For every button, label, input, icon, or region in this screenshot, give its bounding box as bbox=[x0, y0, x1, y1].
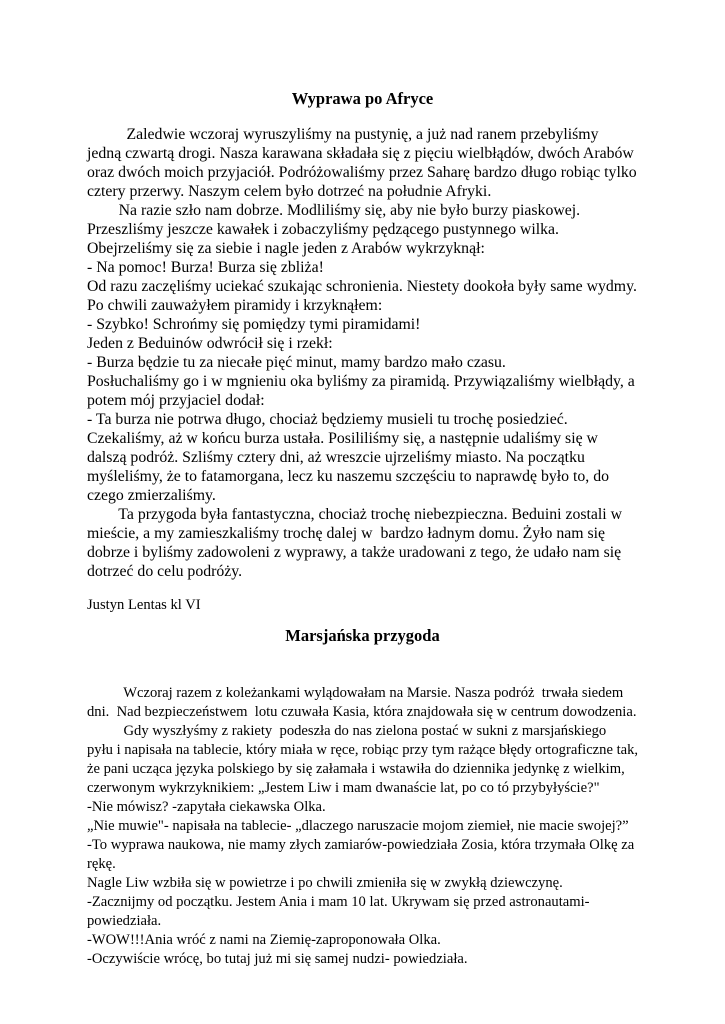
story1-line: oraz dwóch moich przyjaciół. Podróżowaliśmy przez Saharę bardzo długo robiąc tylko bbox=[87, 164, 637, 181]
story1-line: - Na pomoc! Burza! Burza się zbliża! bbox=[87, 259, 324, 276]
story1-line: jedną czwartą drogi. Nasza karawana składała się z pięciu wielbłądów, dwóch Arabów bbox=[87, 145, 634, 162]
story1-line: Ta przygoda była fantastyczna, chociaż trochę niebezpieczna. Beduini zostali w bbox=[87, 506, 623, 523]
story1-line: Obejrzeliśmy się za siebie i nagle jeden z Arabów wykrzyknął: bbox=[87, 240, 485, 257]
story1-line: czego zmierzaliśmy. bbox=[87, 487, 216, 504]
story1-line: Czekaliśmy, aż w końcu burza ustała. Posililiśmy się, a następnie udaliśmy się w bbox=[87, 430, 598, 447]
story1-line: dotrzeć do celu podróży. bbox=[87, 563, 243, 580]
story2-title: Marsjańska przygoda bbox=[285, 626, 440, 645]
story2-line: powiedziała. bbox=[87, 913, 162, 929]
story2-line: -Nie mówisz? -zapytała ciekawska Olka. bbox=[87, 799, 326, 815]
story1-line: mieście, a my zamieszkaliśmy trochę dalej w bardzo ładnym domu. Żyło nam się bbox=[87, 525, 606, 542]
story2-line: rękę. bbox=[87, 856, 116, 872]
story2-line: że pani ucząca języka polskiego by się załamała i wstawiła do dziennika jedynkę z wielkim, bbox=[87, 761, 625, 777]
story1-line: - Ta burza nie potrwa długo, chociaż będziemy musieli tu trochę posiedzieć. bbox=[87, 411, 568, 428]
story2-line: „Nie muwie"- napisała na tablecie- „dlaczego naruszacie mojom ziemieł, nie macie swojej?” bbox=[87, 818, 629, 834]
story1-line: - Szybko! Schrońmy się pomiędzy tymi piramidami! bbox=[87, 316, 421, 333]
story1-line: Przeszliśmy jeszcze kawałek i zobaczyliśmy pędzącego pustynnego wilka. bbox=[87, 221, 559, 238]
story1-title: Wyprawa po Afryce bbox=[291, 89, 434, 108]
story1-line: myśleliśmy, że to fatamorgana, lecz ku naszemu szczęściu to naprawdę było to, do bbox=[87, 468, 609, 485]
story1-line: cztery przerwy. Naszym celem było dotrzeć na południe Afryki. bbox=[87, 183, 492, 200]
story2-line: -Oczywiście wrócę, bo tutaj już mi się samej nudzi- powiedziała. bbox=[87, 951, 468, 967]
story1-line: Zaledwie wczoraj wyruszyliśmy na pustynię, a już nad ranem przebyliśmy bbox=[87, 126, 599, 143]
story1-line: Posłuchaliśmy go i w mgnieniu oka byliśmy za piramidą. Przywiązaliśmy wielbłądy, a bbox=[87, 373, 635, 390]
story2-line: pyłu i napisała na tablecie, który miała w ręce, robiąc przy tym rażące błędy ortograficzne tak, bbox=[87, 742, 639, 758]
story1-line: potem mój przyjaciel dodał: bbox=[87, 392, 265, 409]
story1-line: Od razu zaczęliśmy uciekać szukając schronienia. Niestety dookoła były same wydmy. bbox=[87, 278, 637, 295]
story2-line: Wczoraj razem z koleżankami wylądowałam na Marsie. Nasza podróż trwała siedem bbox=[87, 685, 624, 701]
story2-line: czerwonym wykrzyknikiem: „Jestem Liw i mam dwanaście lat, po co tó przybyłyście?" bbox=[87, 780, 600, 796]
story1-line: - Burza będzie tu za niecałe pięć minut, mamy bardzo mało czasu. bbox=[87, 354, 506, 371]
story2-line: Gdy wyszłyśmy z rakiety podeszła do nas zielona postać w sukni z marsjańskiego bbox=[87, 723, 607, 739]
story2-line: dni. Nad bezpieczeństwem lotu czuwała Kasia, która znajdowała się w centrum dowodzenia. bbox=[87, 704, 637, 720]
story2-line: -WOW!!!Ania wróć z nami na Ziemię-zaproponowała Olka. bbox=[87, 932, 441, 948]
story1-line: Jeden z Beduinów odwrócił się i rzekł: bbox=[87, 335, 333, 352]
story1-line: Na razie szło nam dobrze. Modliliśmy się, aby nie było burzy piaskowej. bbox=[87, 202, 581, 219]
story2-line: -To wyprawa naukowa, nie mamy złych zamiarów-powiedziała Zosia, która trzymała Olkę za bbox=[87, 837, 635, 853]
story2-line: Nagle Liw wzbiła się w powietrze i po chwili zmieniła się w zwykłą dziewczynę. bbox=[87, 875, 563, 891]
story1-line: Po chwili zauważyłem piramidy i krzyknąłem: bbox=[87, 297, 383, 314]
story1-line: dalszą podróż. Szliśmy cztery dni, aż wreszcie ujrzeliśmy miasto. Na początku bbox=[87, 449, 585, 466]
story1-line: dobrze i byliśmy zadowoleni z wyprawy, a także uradowani z tego, że udało nam się bbox=[87, 544, 622, 561]
author-signature: Justyn Lentas kl VI bbox=[87, 597, 201, 613]
story2-line: -Zacznijmy od początku. Jestem Ania i mam 10 lat. Ukrywam się przed astronautami- bbox=[87, 894, 590, 910]
